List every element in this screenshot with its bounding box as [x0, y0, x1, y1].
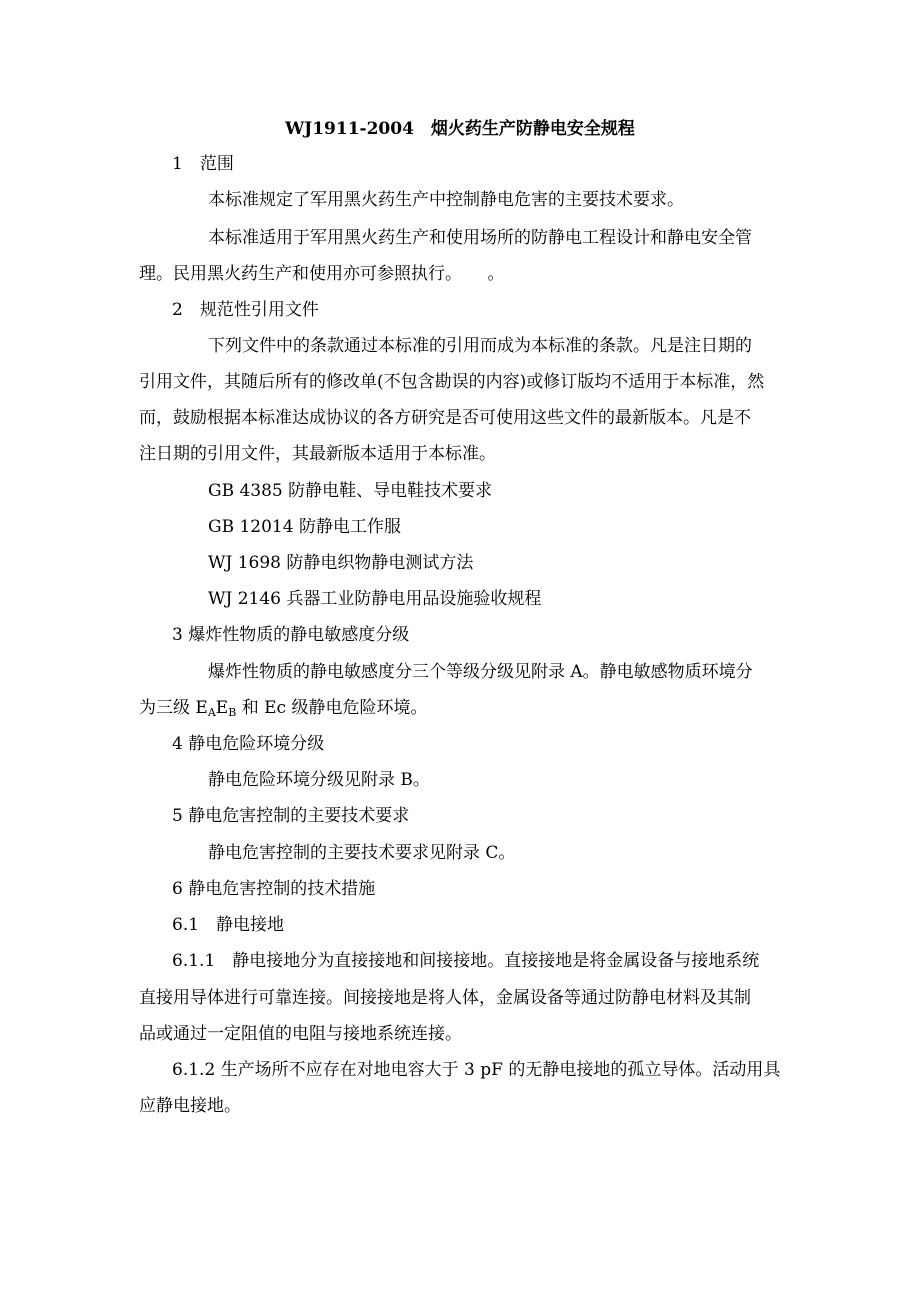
section-1-paragraph-1: 本标准规定了军用黑火药生产中控制静电危害的主要技术要求。 [208, 190, 684, 210]
section-6-1-1-line-1: 6.1.1 静电接地分为直接接地和间接接地。直接接地是将金属设备与接地系统 [172, 951, 760, 971]
section-6-1-1-line-2: 直接用导体进行可靠连接。间接接地是将人体，金属设备等通过防静电材料及其制 [139, 988, 751, 1008]
section-1-heading: 1 范围 [172, 154, 234, 174]
section-6-1-heading: 6.1 静电接地 [172, 915, 285, 935]
section-6-heading: 6 静电危害控制的技术措施 [172, 879, 376, 899]
document-title: WJ1911-2004 烟火药生产防静电安全规程 [285, 119, 635, 139]
s3-text-c: 和 Ec 级静电危险环境。 [236, 698, 428, 718]
section-6-1-1-line-3: 品或通过一定阻值的电阻与接地系统连接。 [139, 1024, 462, 1044]
section-2-paragraph-line-2: 引用文件，其随后所有的修改单(不包含勘误的内容)或修订版均不适用于本标准，然 [139, 372, 765, 392]
reference-item: WJ 2146 兵器工业防静电用品设施验收规程 [208, 589, 542, 609]
section-6-1-2-line-2: 应静电接地。 [139, 1096, 241, 1116]
s3-text-a: 为三级 E [139, 698, 208, 718]
reference-item: GB 4385 防静电鞋、导电鞋技术要求 [208, 481, 493, 501]
section-5-paragraph: 静电危害控制的主要技术要求见附录 C。 [208, 843, 516, 863]
section-6-1-2-line-1: 6.1.2 生产场所不应存在对地电容大于 3 pF 的无静电接地的孤立导体。活动用具 [172, 1060, 781, 1080]
section-2-paragraph-line-4: 注日期的引用文件，其最新版本适用于本标准。 [139, 444, 496, 464]
section-4-heading: 4 静电危险环境分级 [172, 734, 325, 754]
section-1-paragraph-2-line-1: 本标准适用于军用黑火药生产和使用场所的防静电工程设计和静电安全管 [208, 228, 752, 248]
section-1-paragraph-2-line-2: 理。民用黑火药生产和使用亦可参照执行。 。 [139, 264, 505, 284]
section-4-paragraph: 静电危险环境分级见附录 B。 [208, 770, 430, 790]
reference-item: WJ 1698 防静电织物静电测试方法 [208, 553, 474, 573]
reference-item: GB 12014 防静电工作服 [208, 517, 401, 537]
subscript-b: B [228, 706, 237, 719]
section-2-heading: 2 规范性引用文件 [172, 300, 319, 320]
subscript-a: A [207, 706, 216, 719]
section-2-paragraph-line-3: 而，鼓励根据本标准达成协议的各方研究是否可使用这些文件的最新版本。凡是不 [139, 408, 751, 428]
section-3-heading: 3 爆炸性物质的静电敏感度分级 [172, 625, 410, 645]
section-2-paragraph-line-1: 下列文件中的条款通过本标准的引用而成为本标准的条款。凡是注日期的 [208, 336, 752, 356]
section-3-paragraph-line-2 [139, 696, 427, 720]
section-3-paragraph-line-1: 爆炸性物质的静电敏感度分三个等级分级见附录 A。静电敏感物质环境分 [208, 662, 753, 682]
section-5-heading: 5 静电危害控制的主要技术要求 [172, 806, 410, 826]
s3-text-b: E [215, 698, 229, 718]
